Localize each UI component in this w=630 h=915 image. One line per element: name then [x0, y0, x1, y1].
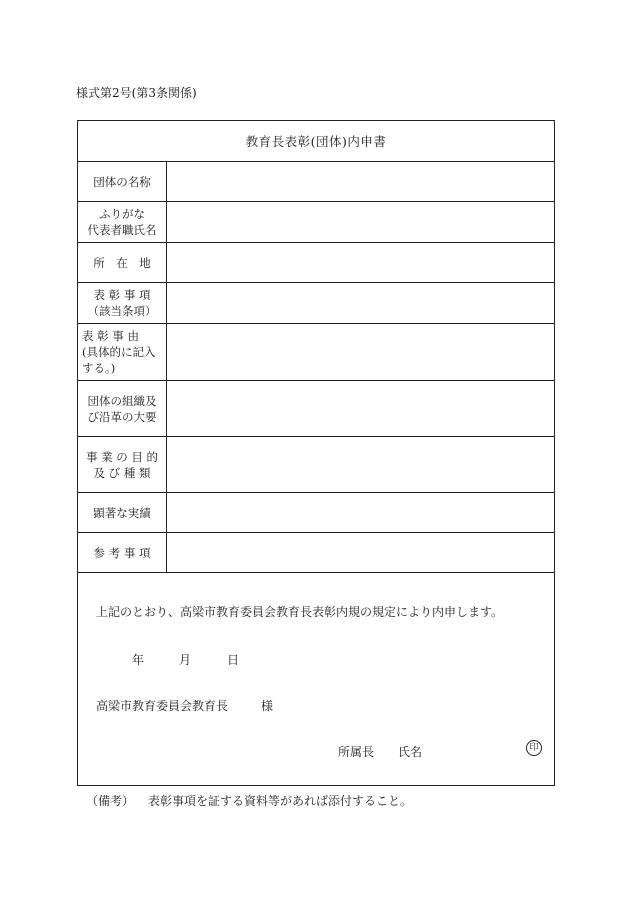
row-label: 表 彰 事 由 (具体的に記入 する。) [78, 324, 167, 380]
remarks-text: 表彰事項を証する資料等があれば添付すること。 [148, 794, 413, 808]
row-label: 参 考 事 項 [78, 533, 167, 572]
row-group-name [78, 162, 554, 202]
row-achievements [78, 493, 554, 533]
date-day: 日 [227, 653, 240, 667]
date-year: 年 [132, 653, 145, 667]
achievements-field[interactable] [167, 493, 554, 532]
form-title: 教育長表彰(団体)内申書 [78, 121, 554, 162]
row-label: 事 業 の 目 的 及 び 種 類 [78, 437, 167, 492]
form-number-label: 様式第2号(第3条関係) [76, 86, 197, 100]
reference-field[interactable] [167, 533, 554, 572]
organization-history-field[interactable] [167, 381, 554, 436]
declaration-section [78, 573, 554, 786]
row-commendation-item [78, 283, 554, 324]
declaration-text: 上記のとおり、高梁市教育委員会教育長表彰内規の規定により内申します。 [96, 605, 504, 619]
row-label: 所 在 地 [78, 243, 167, 282]
row-business-purpose [78, 437, 554, 493]
group-name-field[interactable] [167, 162, 554, 201]
name-label: 氏名 [398, 745, 423, 759]
honorific: 様 [261, 699, 274, 713]
row-label: 団体の組織及 び沿革の大要 [78, 381, 167, 436]
representative-field[interactable] [167, 202, 554, 242]
affiliation-head-label: 所属長 [338, 745, 375, 759]
business-purpose-field[interactable] [167, 437, 554, 492]
row-organization-history [78, 381, 554, 437]
commendation-item-field[interactable] [167, 283, 554, 323]
row-reference [78, 533, 554, 573]
remarks [86, 792, 412, 809]
row-representative [78, 202, 554, 243]
row-address [78, 243, 554, 283]
row-label: ふりがな 代表者職氏名 [78, 202, 167, 242]
address-field[interactable] [167, 243, 554, 282]
row-label: 団体の名称 [78, 162, 167, 201]
row-commendation-reason [78, 324, 554, 381]
application-form [77, 120, 555, 786]
row-label: 表 彰 事 項 （該当条項） [78, 283, 167, 323]
addressee: 高梁市教育委員会教育長 [96, 699, 229, 713]
remarks-label: （備考） [86, 794, 135, 808]
date-month: 月 [179, 653, 192, 667]
seal-mark: 印 [526, 740, 542, 756]
commendation-reason-field[interactable] [167, 324, 554, 380]
row-label: 顕著な実績 [78, 493, 167, 532]
